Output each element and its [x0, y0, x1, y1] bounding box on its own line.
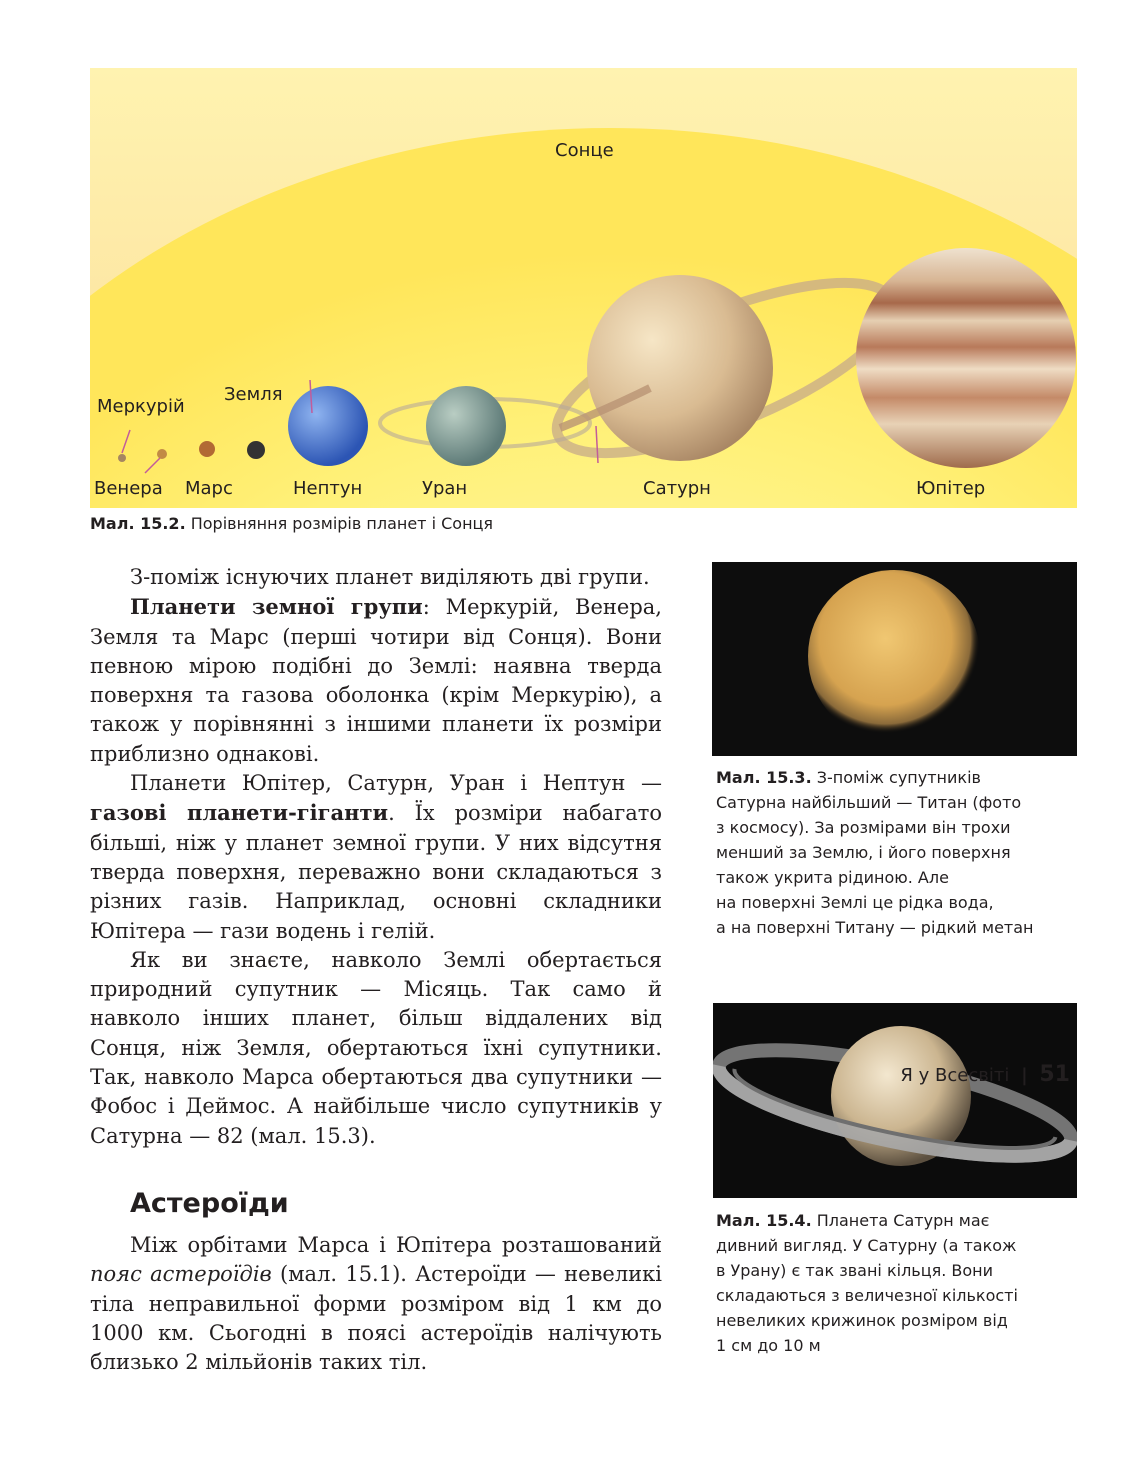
saturn-label: Сатурн	[643, 478, 711, 499]
paragraph-3: Планети Юпітер, Сатурн, Уран і Нептун — газові планети-гіганти. Їх розміри набагато більші, ніж у планет земної групи. У них відсутня тверда поверхня, переважно вони складаються з різних газів. Наприклад, основні складники Юпітера — гази водень і гелій.	[90, 771, 662, 943]
page-footer: Я у Всесвіті | 51	[900, 1062, 1070, 1087]
saturn-illustration	[713, 1003, 1077, 1198]
caption-number: Мал. 15.3.	[716, 768, 812, 787]
neptune-shape	[288, 386, 368, 466]
planets-illustration	[90, 68, 1077, 508]
neptune-label: Нептун	[293, 478, 363, 499]
footer-section: Я у Всесвіті	[900, 1065, 1010, 1086]
titan-illustration	[712, 562, 1077, 756]
earth-shape	[247, 441, 265, 459]
sun-label: Сонце	[555, 140, 614, 161]
mars-shape	[199, 441, 215, 457]
mars-label: Марс	[185, 478, 233, 499]
figure-caption-15-3: Мал. 15.3. З-поміж супутників Сатурна найбільший — Титан (фото з космосу). За розмірами він трохи менший за Землю, і його поверхня також укрита рідиною. Але на поверхні Землі це рідка вода, а на поверхні Титану — рідкий метан	[716, 768, 1034, 937]
figure-caption-15-2	[90, 511, 493, 536]
jupiter-label: Юпітер	[916, 478, 986, 499]
venus-label: Венера	[94, 478, 163, 499]
paragraph-1: З-поміж існуючих планет виділяють дві групи.	[130, 565, 650, 589]
section-heading: Астероїди	[130, 1188, 289, 1219]
titan-photo	[712, 562, 1077, 756]
saturn-shape	[587, 275, 773, 461]
uranus-shape	[426, 386, 506, 466]
jupiter-shape	[856, 248, 1076, 468]
venus-shape	[157, 449, 167, 459]
mercury-shape	[118, 454, 126, 462]
mercury-label: Меркурій	[97, 396, 185, 417]
earth-label: Земля	[224, 384, 283, 405]
caption-text: Порівняння розмірів планет і Сонця	[185, 514, 494, 533]
page-number: 51	[1039, 1062, 1070, 1087]
figure-caption-15-4: Мал. 15.4. Планета Сатурн має дивний вигляд. У Сатурну (а також в Урану) є так звані кільця. Вони складаються з величезної кількості невеликих крижинок розміром від 1 см до 10 м	[716, 1211, 1018, 1355]
paragraph-4: Як ви знаєте, навколо Землі обертається природний супутник — Місяць. Так само й навколо інших планет, більш віддалених від Сонця, ніж Земля, обертаються їхні супутники. Так, навколо Марса обертаються два супутники — Фобос і Деймос. А найбільше число супутників у Сатурна — 82 (мал. 15.3).	[90, 947, 662, 1148]
titan-shape	[808, 570, 980, 742]
caption-number: Мал. 15.4.	[716, 1211, 812, 1230]
body-text-part2	[90, 1231, 662, 1377]
paragraph-5: Між орбітами Марса і Юпітера розташований пояс астероїдів (мал. 15.1). Астероїди — невеликі тіла неправильної форми розміром від 1 км до 1000 км. Сьогодні в поясі астероїдів налічують близько 2 мільйонів таких тіл.	[90, 1233, 663, 1375]
paragraph-2: Планети земної групи: Меркурій, Венера, Земля та Марс (перші чотири від Сонця). Вони певною мірою подібні до Землі: наявна тверда поверхня та газова оболонка (крім Меркурію), а також у порівнянні з іншими планети їх розміри приблизно однакові.	[90, 594, 662, 766]
saturn-photo	[713, 1003, 1077, 1198]
body-text-part1	[90, 563, 662, 1151]
figure-planet-size-comparison	[90, 68, 1077, 508]
uranus-label: Уран	[422, 478, 468, 499]
caption-number: Мал. 15.2.	[90, 514, 186, 533]
